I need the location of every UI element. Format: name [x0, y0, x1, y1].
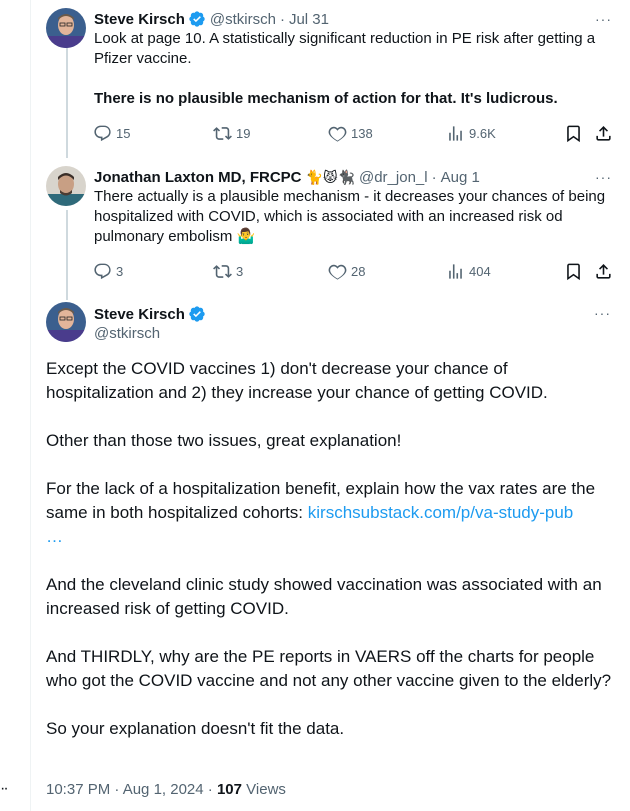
- verified-badge-icon: [188, 305, 206, 323]
- reply-count: 15: [116, 125, 131, 141]
- views-button[interactable]: [446, 261, 491, 281]
- bookmark-icon: [564, 124, 583, 143]
- author-name-emoji: 🐈😾🐈‍⬛: [305, 168, 355, 185]
- tweet-bold-text: There is no plausible mechanism of action for that. It's ludicrous.: [94, 90, 558, 107]
- reply-count: 3: [116, 263, 124, 279]
- author-handle[interactable]: @dr_jon_l: [358, 168, 428, 186]
- paragraph-2: Other than those two issues, great explanation!: [46, 431, 402, 450]
- share-button[interactable]: [594, 123, 617, 143]
- views-count: 9.6K: [469, 125, 496, 141]
- more-options-icon[interactable]: ···: [595, 11, 612, 27]
- thread-line-2: [66, 210, 68, 300]
- link-ellipsis[interactable]: …: [46, 527, 63, 546]
- reply-icon: [93, 124, 112, 143]
- paragraph-3-text: For the lack of a hospitalization benefit, explain how the vax rates are the same in both hospitalized cohorts:: [46, 479, 596, 522]
- separator: ·: [207, 781, 217, 798]
- views-button[interactable]: [446, 123, 496, 143]
- author-handle[interactable]: @stkirsch: [209, 10, 276, 28]
- separator: ·: [279, 10, 285, 28]
- more-options-icon[interactable]: ···: [594, 305, 611, 321]
- tweet-2-text: There actually is a plausible mechanism - it decreases your chances of being hospitalized with COVID, which is associated with an increased risk od pulmonary embolism 🤷‍♂️: [94, 188, 606, 245]
- views-count: 404: [469, 263, 491, 279]
- paragraph-4: And the cleveland clinic study showed vaccination was associated with an increased risk of getting COVID.: [46, 575, 602, 618]
- tweet-2-actions: [46, 261, 576, 281]
- verified-badge-icon: [188, 10, 206, 28]
- author-name[interactable]: Jonathan Laxton MD, FRCPC: [94, 168, 302, 186]
- reply-icon: [93, 262, 112, 281]
- bookmark-button[interactable]: [564, 261, 587, 281]
- tweet-metadata: [46, 781, 286, 798]
- heart-icon: [328, 262, 347, 281]
- repost-button[interactable]: [213, 123, 250, 143]
- views-chart-icon: [446, 124, 465, 143]
- reply-button[interactable]: [93, 261, 123, 281]
- author-name[interactable]: Steve Kirsch: [94, 10, 185, 28]
- like-button[interactable]: [328, 261, 365, 281]
- views-total: 107: [216, 781, 242, 798]
- share-icon: [594, 262, 613, 281]
- tweet-1-header: [94, 9, 329, 29]
- heart-icon: [328, 124, 347, 143]
- edge-more-dots: ··: [0, 780, 7, 797]
- tweet-2-header: [94, 167, 480, 187]
- main-tweet-header: [94, 304, 206, 344]
- substack-link[interactable]: kirschsubstack.com/p/va-study-pub: [307, 503, 574, 522]
- tweet-1-text: [94, 29, 619, 109]
- like-count: 138: [351, 125, 373, 141]
- share-button[interactable]: [594, 261, 617, 281]
- more-options-icon[interactable]: ···: [595, 169, 612, 185]
- tweet-time[interactable]: Aug 1: [440, 168, 480, 186]
- repost-count: 3: [236, 263, 244, 279]
- paragraph-6: So your explanation doesn't fit the data.: [46, 719, 345, 738]
- bookmark-icon: [564, 262, 583, 281]
- author-handle[interactable]: @stkirsch: [94, 325, 161, 342]
- like-button[interactable]: [328, 123, 373, 143]
- separator: ·: [431, 168, 437, 186]
- paragraph-3: [46, 477, 616, 549]
- author-name[interactable]: Steve Kirsch: [94, 305, 185, 323]
- repost-icon: [213, 262, 232, 281]
- tweet-text: Look at page 10. A statistically significant reduction in PE risk after getting a Pfizer vaccine.: [94, 30, 596, 67]
- tweet-timestamp[interactable]: 10:37 PM · Aug 1, 2024: [46, 781, 204, 798]
- bookmark-button[interactable]: [564, 123, 587, 143]
- main-tweet-text: [46, 357, 616, 765]
- like-count: 28: [351, 263, 366, 279]
- repost-count: 19: [236, 125, 251, 141]
- share-icon: [594, 124, 613, 143]
- repost-button[interactable]: [213, 261, 243, 281]
- tweet-1-actions: [46, 123, 576, 143]
- tweet-time[interactable]: Jul 31: [288, 10, 329, 28]
- views-chart-icon: [446, 262, 465, 281]
- paragraph-5: And THIRDLY, why are the PE reports in VAERS off the charts for people who got the COVID vaccine and not any other vaccine given to the elderly?: [46, 647, 612, 690]
- reply-button[interactable]: [93, 123, 130, 143]
- views-label: Views: [246, 781, 286, 798]
- repost-icon: [213, 124, 232, 143]
- avatar-steve-kirsch-main[interactable]: [46, 302, 86, 342]
- avatar-jonathan-laxton[interactable]: [46, 166, 86, 206]
- paragraph-1: Except the COVID vaccines 1) don't decrease your chance of hospitalization and 2) they increase your chance of getting COVID.: [46, 359, 548, 402]
- avatar-steve-kirsch[interactable]: [46, 8, 86, 48]
